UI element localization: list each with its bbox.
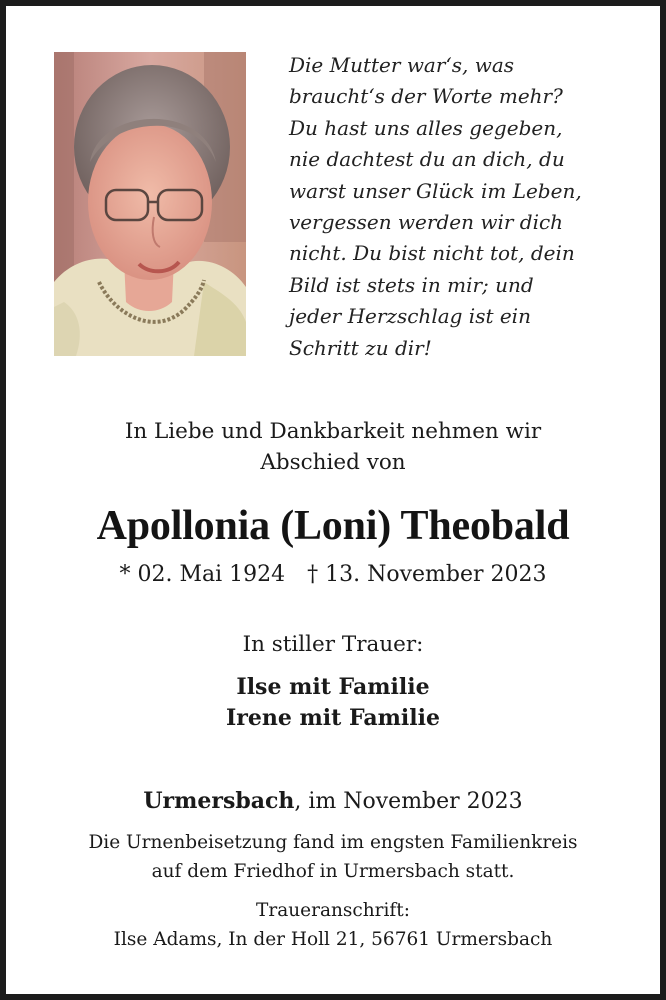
poem-line: nie dachtest du an dich, du bbox=[289, 147, 565, 172]
burial-note bbox=[6, 828, 660, 886]
place-date-line bbox=[6, 786, 660, 817]
address-value: Ilse Adams, In der Holl 21, 56761 Urmersbach bbox=[113, 929, 553, 950]
mourning-address bbox=[6, 896, 660, 954]
family-name: Ilse mit Familie bbox=[236, 674, 430, 700]
intro-line-2: Abschied von bbox=[260, 450, 406, 475]
town-name: Urmersbach bbox=[143, 788, 295, 814]
poem-line: Schritt zu dir! bbox=[289, 335, 432, 360]
poem-line: Bild ist stets in mir; und bbox=[289, 272, 534, 297]
death-date: † 13. November 2023 bbox=[307, 562, 547, 587]
notice-date: , im November 2023 bbox=[294, 789, 523, 814]
life-dates bbox=[6, 560, 660, 590]
birth-date: * 02. Mai 1924 bbox=[119, 562, 286, 587]
portrait-photo bbox=[54, 52, 246, 356]
farewell-intro bbox=[6, 416, 660, 478]
burial-line-2: auf dem Friedhof in Urmersbach statt. bbox=[151, 861, 515, 882]
address-label: Traueranschrift: bbox=[256, 900, 410, 921]
poem-line: nicht. Du bist nicht tot, dein bbox=[289, 241, 575, 266]
mourning-families bbox=[6, 672, 660, 734]
poem-line: jeder Herzschlag ist ein bbox=[289, 304, 531, 329]
poem-line: braucht‘s der Worte mehr? bbox=[289, 84, 563, 109]
poem-line: vergessen werden wir dich bbox=[289, 210, 564, 235]
deceased-name: Apollonia (Loni) Theobald bbox=[96, 503, 570, 549]
memorial-poem bbox=[289, 50, 629, 364]
poem-line: warst unser Glück im Leben, bbox=[289, 178, 582, 203]
poem-line: Die Mutter war‘s, was bbox=[289, 53, 515, 77]
mourning-heading: In stiller Trauer: bbox=[242, 632, 424, 657]
family-name: Irene mit Familie bbox=[225, 705, 440, 731]
intro-line-1: In Liebe und Dankbarkeit nehmen wir bbox=[124, 419, 542, 444]
poem-line: Du hast uns alles gegeben, bbox=[289, 115, 563, 140]
burial-line-1: Die Urnenbeisetzung fand im engsten Familienkreis bbox=[88, 832, 578, 853]
